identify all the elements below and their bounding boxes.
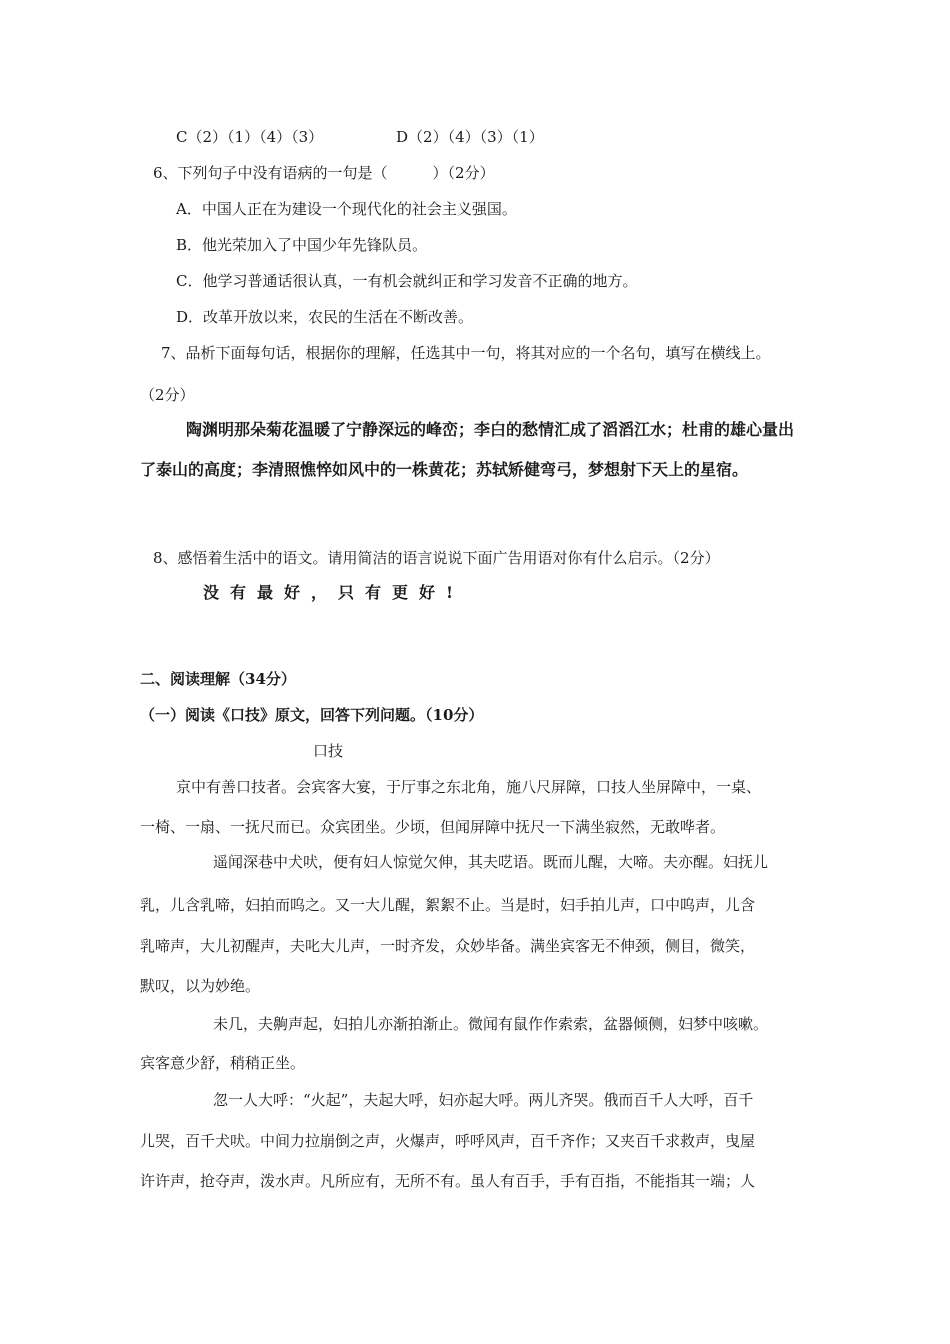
text-line: 未几，夫齁声起，妇拍儿亦渐拍渐止。微闻有鼠作作索索，盆器倾侧，妇梦中咳嗽。 xyxy=(213,1015,769,1033)
text-line: 忽一人大呼：“火起”，夫起大呼，妇亦起大呼。两儿齐哭。俄而百千人大呼，百千 xyxy=(213,1091,754,1109)
text-title: 口技 xyxy=(313,742,344,760)
text-line: 京中有善口技者。会宾客大宴，于厅事之东北角，施八尺屏障，口技人坐屏障中，一桌、 xyxy=(176,778,762,796)
subsection-heading: （一）阅读《口技》原文，回答下列问题。（10分） xyxy=(140,706,484,724)
q6-option-d: D．改革开放以来，农民的生活在不断改善。 xyxy=(176,308,474,326)
text-line: 默叹，以为妙绝。 xyxy=(140,977,261,995)
q6-option-a: A．中国人正在为建设一个现代化的社会主义强国。 xyxy=(176,200,517,218)
text-line: 乳啼声，大儿初醒声，夫叱大儿声，一时齐发，众妙毕备。满坐宾客无不伸颈，侧目，微笑， xyxy=(140,937,756,955)
q8-stem: 8、感悟着生活中的语文。请用简洁的语言说说下面广告用语对你有什么启示。（2分） xyxy=(153,549,720,567)
q5-option-c: C（2）（1）（4）（3） xyxy=(176,128,324,146)
text-line: 儿哭，百千犬吠。中间力拉崩倒之声，火爆声，呼呼风声，百千齐作；又夹百千求救声，曳屋 xyxy=(140,1132,756,1150)
q8-slogan: 没有最好，只有更好! xyxy=(203,583,465,602)
section-heading: 二、阅读理解（34分） xyxy=(140,670,296,688)
text-line: 宾客意少舒，稍稍正坐。 xyxy=(140,1054,306,1072)
q6-stem: 6、下列句子中没有语病的一句是（ ）（2分） xyxy=(153,164,495,182)
q5-option-d: D（2）（4）（3）（1） xyxy=(396,128,544,146)
text-line: 许许声，抢夺声，泼水声。凡所应有，无所不有。虽人有百手，手有百指，不能指其一端；人 xyxy=(140,1172,756,1190)
q7-stem-line2: （2分） xyxy=(140,386,195,404)
text-line: 一椅、一扇、一抚尺而已。众宾团坐。少顷，但闻屏障中抚尺一下满坐寂然，无敢哗者。 xyxy=(140,818,726,836)
text-line: 乳，儿含乳啼，妇拍而呜之。又一大儿醒，絮絮不止。当是时，妇手拍儿声，口中呜声，儿含 xyxy=(140,896,756,914)
q7-passage-line2: 了泰山的高度；李清照憔悴如风中的一株黄花；苏轼矫健弯弓，梦想射下天上的星宿。 xyxy=(140,460,749,479)
q6-option-c: C．他学习普通话很认真，一有机会就纠正和学习发音不正确的地方。 xyxy=(176,272,638,290)
q7-stem-line1: 7、品析下面每句话，根据你的理解，任选其中一句，将其对应的一个名句，填写在横线上。 xyxy=(161,344,771,362)
q7-passage-line1: 陶渊明那朵菊花温暖了宁静深远的峰峦；李白的愁情汇成了滔滔江水；杜甫的雄心量出 xyxy=(186,420,795,439)
q6-option-b: B．他光荣加入了中国少年先锋队员。 xyxy=(176,236,428,254)
text-line: 遥闻深巷中犬吠，便有妇人惊觉欠伸，其夫呓语。既而儿醒，大啼。夫亦醒。妇抚儿 xyxy=(213,853,769,871)
